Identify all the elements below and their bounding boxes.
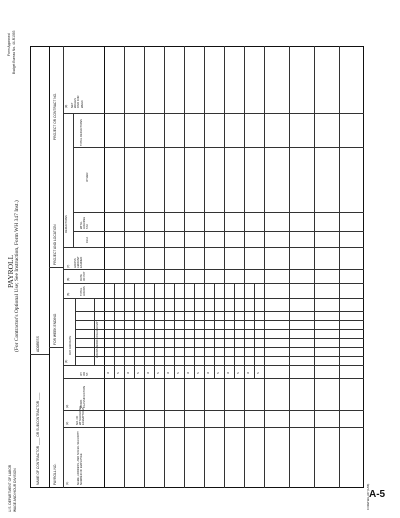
budget-bureau-no: Budget Bureau No. 44-R1093: [12, 30, 16, 74]
col11-label: OTHER: [86, 172, 89, 182]
ot-st-marker: S: [117, 372, 120, 374]
col-line-10: [73, 212, 364, 213]
address-label: ADDRESS: [36, 336, 40, 352]
day-line-5: [75, 320, 364, 321]
ot-st-marker: S: [257, 372, 260, 374]
ot-st-marker: S: [137, 372, 140, 374]
form-subtitle: (For Contractor's Optional Use; See Instruction, Form WH 347 Inst.): [14, 200, 20, 352]
col8-number: (7): [67, 264, 70, 268]
day-line-3: [75, 338, 364, 339]
hours-worked-label: HOURS WORKED EACH DAY: [96, 321, 99, 358]
col-line-8: [63, 247, 364, 248]
day-line-1: [75, 356, 364, 357]
col9-label: FICA: [86, 236, 89, 243]
day-line-6: [75, 311, 364, 312]
row-half-8: [254, 284, 255, 379]
day-line-4: [75, 329, 364, 330]
col-line-1: [63, 427, 364, 428]
ot-st-marker: S: [217, 372, 220, 374]
row-line-6: [224, 46, 225, 488]
ot-st-marker: O: [247, 371, 250, 374]
ot-st-marker: S: [157, 372, 160, 374]
ot-st-marker: O: [107, 371, 110, 374]
payroll-no-label: PAYROLL NO.: [53, 463, 57, 485]
division-name: WAGE AND HOUR DIVISION: [13, 468, 17, 512]
col13-number: (9): [65, 104, 68, 108]
col6-number: (5): [67, 292, 70, 296]
col-line-7: [63, 269, 364, 270]
agency-name: U.S. DEPARTMENT OF LABOR: [8, 464, 12, 512]
week-ending-label: FOR WEEK ENDING: [53, 313, 57, 345]
row-line-11: [339, 46, 340, 488]
row-half-7: [234, 284, 235, 379]
col3-number: (3): [66, 404, 69, 408]
row-line-3: [164, 46, 165, 488]
ot-st-marker: O: [227, 371, 230, 374]
col5-number: (4): [65, 359, 68, 363]
deductions-underline: [73, 114, 74, 248]
col-line-2: [63, 410, 364, 411]
row-line-10: [314, 46, 315, 488]
row-half-2: [134, 284, 135, 379]
col-line-9: [73, 231, 364, 232]
row-line-2: [144, 46, 145, 488]
approval-note: Form Approved: [7, 33, 11, 56]
col-line-12: [63, 113, 364, 114]
col3-label: WORK CLASSIFICATION: [80, 386, 87, 408]
row-line-9: [289, 46, 290, 488]
col2-number: (2): [66, 421, 69, 425]
ot-st-marker: S: [177, 372, 180, 374]
col7-label: RATE OF PAY: [80, 271, 87, 281]
ot-st-marker: O: [207, 371, 210, 374]
row-line-4: [184, 46, 185, 488]
day-line-2: [75, 347, 364, 348]
day-date-label: DAY AND DATE: [69, 335, 72, 355]
col1-number: (1): [66, 481, 69, 485]
col10-label: WITH-HOLDING TAX: [80, 216, 90, 229]
page-label: A-5: [369, 489, 386, 500]
col13-label: NET WAGES PAID FOR WEEK: [71, 95, 84, 108]
row-line-5: [204, 46, 205, 488]
ot-st-marker: O: [127, 371, 130, 374]
row-half-4: [174, 284, 175, 379]
form-number: FORM WH-347 (1/68): [367, 483, 370, 510]
project-contract-label: PROJECT OR CONTRACT NO.: [53, 92, 57, 140]
col1-label: NAME, ADDRESS, AND SOCIAL SECURITY NUMBER OF EMPLOYEE: [77, 431, 84, 485]
project-location-label: PROJECT AND LOCATION: [53, 224, 57, 265]
ot-st-marker: S: [197, 372, 200, 374]
row-half-6: [214, 284, 215, 379]
contractor-name-label: NAME OF CONTRACTOR ____ OR SUBCONTRACTOR ____: [36, 392, 40, 485]
row-line-7: [244, 46, 245, 488]
col8-label: GROSS AMOUNT EARNED: [74, 256, 84, 268]
ot-st-marker: O: [187, 371, 190, 374]
row-line-8: [264, 46, 265, 488]
col-line-11: [73, 147, 364, 148]
project-divider: [49, 267, 63, 268]
name-address-divider: [30, 354, 49, 355]
row-line-1: [124, 46, 125, 488]
deductions-label: DEDUCTIONS: [65, 215, 68, 233]
col12-label: TOTAL DEDUCTIONS: [80, 119, 83, 146]
row-half-5: [194, 284, 195, 379]
ot-st-marker: O: [147, 371, 150, 374]
col7-number: (6): [67, 277, 70, 281]
ot-st-marker: O: [167, 371, 170, 374]
row-half-3: [154, 284, 155, 379]
col6-label: TOTAL HOURS: [80, 286, 87, 296]
row-half-1: [114, 284, 115, 379]
form-title: PAYROLL: [6, 254, 15, 288]
ot-st-marker: S: [237, 372, 240, 374]
week-divider: [49, 347, 63, 348]
col2-label: NO. OF WITHHOLDING EXEMPTIONS: [76, 405, 86, 425]
col4-label: OT. OR ST.: [80, 371, 90, 376]
